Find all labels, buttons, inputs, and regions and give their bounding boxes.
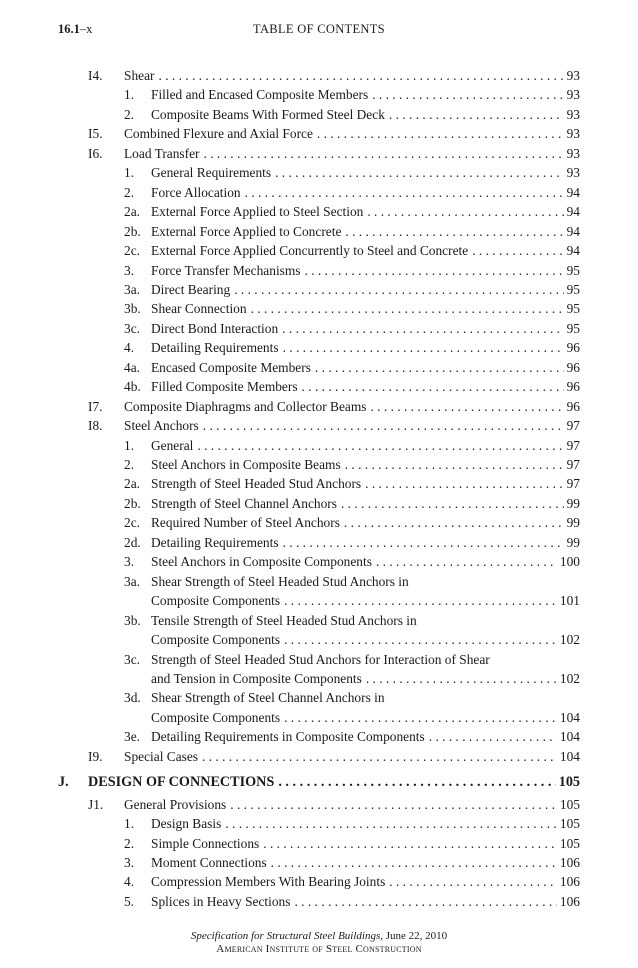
toc-entry-number: I7. <box>88 398 103 414</box>
toc-entry[interactable] <box>0 688 638 707</box>
toc-entry-number: 3. <box>124 855 135 870</box>
toc-entry-page: 94 <box>566 184 580 200</box>
toc-entry[interactable] <box>0 358 638 377</box>
toc-entry-number: 3b. <box>124 301 141 317</box>
toc-entry-label: DESIGN OF CONNECTIONS <box>88 774 275 791</box>
toc-entry-page: 101 <box>559 593 580 609</box>
toc-entry[interactable] <box>0 436 638 455</box>
toc-entry-page: 99 <box>566 515 580 531</box>
toc-entry-page: 93 <box>566 106 580 122</box>
toc-entry-number: 3. <box>124 554 135 570</box>
toc-entry-page: 95 <box>566 320 580 336</box>
toc-entry-label: and Tension in Composite Components <box>151 670 362 686</box>
dot-leader <box>234 280 563 299</box>
toc-entry-label: Steel Anchors <box>124 418 199 434</box>
dot-leader <box>263 834 557 853</box>
toc-entry-page: 105 <box>559 835 580 851</box>
dot-leader <box>429 727 557 746</box>
toc-entry[interactable] <box>0 533 638 552</box>
toc-entry-number: I8. <box>88 418 103 434</box>
dot-leader <box>370 397 563 416</box>
toc-entry[interactable] <box>0 397 638 416</box>
toc-entry-label: Tensile Strength of Steel Headed Stud Anchors in <box>151 612 417 628</box>
toc-entry[interactable] <box>0 222 638 241</box>
toc-entry-label: Filled and Encased Composite Members <box>151 87 369 103</box>
toc-entry[interactable] <box>0 650 638 669</box>
toc-entry[interactable] <box>0 105 638 124</box>
toc-entry-label: General Requirements <box>151 165 272 181</box>
toc-entry[interactable] <box>0 377 638 396</box>
toc-entry-label: Design Basis <box>151 816 222 832</box>
toc-entry-label: Force Transfer Mechanisms <box>151 262 301 278</box>
toc-entry-page: 96 <box>566 398 580 414</box>
dot-leader <box>283 533 564 552</box>
toc-entry-number: 3e. <box>124 729 140 745</box>
header-title: TABLE OF CONTENTS <box>253 22 385 36</box>
toc-entry-label: Strength of Steel Headed Stud Anchors <box>151 476 362 492</box>
dot-leader <box>278 773 555 792</box>
toc-entry-number: 2c. <box>124 515 140 531</box>
dot-leader <box>367 202 563 221</box>
dot-leader <box>345 222 563 241</box>
dot-leader <box>245 183 564 202</box>
running-header <box>0 22 638 42</box>
toc-entry-label: Strength of Steel Channel Anchors <box>151 495 337 511</box>
dot-leader <box>389 105 564 124</box>
toc-entry[interactable] <box>0 455 638 474</box>
dot-leader <box>204 144 564 163</box>
toc-entry[interactable] <box>0 416 638 435</box>
toc-entry[interactable] <box>0 163 638 182</box>
page-number: 16.1–x <box>58 22 93 36</box>
toc-entry[interactable] <box>0 773 638 792</box>
toc-entry-label: Filled Composite Members <box>151 379 298 395</box>
toc-entry[interactable] <box>0 66 638 85</box>
toc-entry-number: 3d. <box>124 690 141 706</box>
dot-leader <box>372 85 563 104</box>
toc-entry-number: 1. <box>124 165 135 181</box>
dot-leader <box>230 795 557 814</box>
footer-date: June 22, 2010 <box>383 930 448 942</box>
toc-entry-number: 2. <box>124 835 135 851</box>
toc-entry[interactable] <box>0 261 638 280</box>
toc-entry-label: General <box>151 437 194 453</box>
toc-entry-label: Encased Composite Members <box>151 359 311 375</box>
toc-entry[interactable] <box>0 124 638 143</box>
toc-entry-label: Combined Flexure and Axial Force <box>124 126 313 142</box>
toc-entry[interactable] <box>0 202 638 221</box>
toc-entry[interactable] <box>0 834 638 853</box>
toc-entry-page: 94 <box>566 204 580 220</box>
dot-leader <box>275 163 564 182</box>
toc-entry-number: 4a. <box>124 359 140 375</box>
dot-leader <box>294 892 556 911</box>
toc-entry-label: Shear Connection <box>151 301 247 317</box>
dot-leader <box>376 552 557 571</box>
dot-leader <box>305 261 564 280</box>
toc-entry-label: Composite Components <box>151 593 281 609</box>
toc-entry[interactable] <box>0 708 638 727</box>
toc-entry-page: 93 <box>566 87 580 103</box>
toc-entry-label: Detailing Requirements <box>151 534 279 550</box>
toc-entry-number: 2. <box>124 106 135 122</box>
dot-leader <box>389 872 557 891</box>
toc-entry-number: I6. <box>88 145 103 161</box>
toc-entry-page: 93 <box>566 68 580 83</box>
toc-entry-number: I9. <box>88 748 103 764</box>
dot-leader <box>203 416 564 435</box>
toc-entry-page: 99 <box>566 495 580 511</box>
toc-entry-number: 2c. <box>124 243 140 259</box>
toc-entry-page: 102 <box>559 670 580 686</box>
toc-entry[interactable] <box>0 474 638 493</box>
toc-entry-number: 3a. <box>124 573 140 589</box>
toc-entry-page: 106 <box>559 874 580 890</box>
toc-entry-page: 106 <box>559 893 580 909</box>
toc-entry-label: Load Transfer <box>124 145 200 161</box>
toc-entry-number: 2a. <box>124 204 140 220</box>
toc-entry-label: Steel Anchors in Composite Components <box>151 554 372 570</box>
footer-publisher: American Institute of Steel Construction <box>216 943 422 955</box>
toc-entry-page: 96 <box>566 379 580 395</box>
toc-entry-label: Splices in Heavy Sections <box>151 893 291 909</box>
toc-entry-label: Required Number of Steel Anchors <box>151 515 340 531</box>
toc-entry-label: Composite Beams With Formed Steel Deck <box>151 106 385 122</box>
toc-entry[interactable] <box>0 552 638 571</box>
toc-entry-page: 95 <box>566 262 580 278</box>
toc-entry-page: 96 <box>566 340 580 356</box>
toc-entry-label: Steel Anchors in Composite Beams <box>151 457 341 472</box>
toc-entry[interactable] <box>0 183 638 202</box>
toc-entry-page: 104 <box>559 729 580 745</box>
toc-entry-number: 3c. <box>124 320 140 336</box>
toc-entry[interactable] <box>0 319 638 338</box>
toc-entry-label: External Force Applied Concurrently to Steel and Concrete <box>151 243 469 259</box>
toc-entry-number: I5. <box>88 126 103 142</box>
dot-leader <box>284 630 557 649</box>
toc-entry-number: 3a. <box>124 281 140 297</box>
toc-entry-page: 104 <box>559 709 580 725</box>
toc-entry-label: Force Allocation <box>151 184 241 200</box>
dot-leader <box>365 474 563 493</box>
toc-entry-label: Shear Strength of Steel Channel Anchors in <box>151 690 385 706</box>
toc-entry[interactable] <box>0 572 638 591</box>
dot-leader <box>345 455 564 474</box>
toc-entry-number: 2d. <box>124 534 141 550</box>
toc-entry[interactable] <box>0 338 638 357</box>
toc-entry-page: 95 <box>566 301 580 317</box>
toc-entry-number: 1. <box>124 87 135 103</box>
toc-entry-label: Moment Connections <box>151 855 267 870</box>
toc-entry-label: Compression Members With Bearing Joints <box>151 874 386 890</box>
toc-entry-page: 104 <box>559 748 580 764</box>
toc-entry-label: Composite Diaphragms and Collector Beams <box>124 398 367 414</box>
toc-entry-page: 105 <box>559 816 580 832</box>
dot-leader <box>251 299 564 318</box>
toc-entry[interactable] <box>0 669 638 688</box>
toc-entry-page: 106 <box>559 855 580 870</box>
toc-entry-label: Composite Components <box>151 632 281 648</box>
dot-leader <box>472 241 563 260</box>
toc-entry[interactable] <box>0 853 638 872</box>
toc-entry-number: 3. <box>124 262 135 278</box>
toc-entry[interactable] <box>0 814 638 833</box>
toc-entry-number: J1. <box>88 796 104 812</box>
toc-entry-number: 3b. <box>124 612 141 628</box>
toc-entry-label: Detailing Requirements in Composite Components <box>151 729 425 745</box>
toc-entry-number: 2b. <box>124 223 141 239</box>
toc-entry-page: 102 <box>559 632 580 648</box>
toc-entry[interactable] <box>0 513 638 532</box>
toc-entry-page: 93 <box>566 126 580 142</box>
toc-entry-page: 94 <box>566 223 580 239</box>
toc-entry-page: 97 <box>566 437 580 453</box>
toc-entry-number: J. <box>58 774 69 791</box>
toc-entry-page: 97 <box>566 457 580 472</box>
dot-leader <box>284 708 557 727</box>
dot-leader <box>283 338 564 357</box>
toc-entry-number: 2. <box>124 457 135 472</box>
dot-leader <box>159 66 564 85</box>
toc-entry[interactable] <box>0 747 638 766</box>
toc-entry[interactable] <box>0 727 638 746</box>
toc-entry-page: 95 <box>566 281 580 297</box>
dot-leader <box>317 124 564 143</box>
toc-entry[interactable] <box>0 494 638 513</box>
toc-entry-label: Direct Bond Interaction <box>151 320 279 336</box>
toc-entry-label: External Force Applied to Steel Section <box>151 204 364 220</box>
toc-entry-number: 4. <box>124 340 135 356</box>
toc-entry[interactable] <box>0 795 638 814</box>
toc-entry-label: Shear <box>124 68 155 83</box>
toc-entry-page: 96 <box>566 359 580 375</box>
footer-publication-title: Specification for Structural Steel Buildings, <box>190 930 383 942</box>
toc-entry[interactable] <box>0 280 638 299</box>
dot-leader <box>344 513 564 532</box>
page-footer <box>0 930 638 956</box>
toc-entry[interactable] <box>0 630 638 649</box>
toc-entry-number: 1. <box>124 437 135 453</box>
toc-entry[interactable] <box>0 872 638 891</box>
toc-entry-label: Special Cases <box>124 748 199 764</box>
dot-leader <box>302 377 564 396</box>
toc-entry-label: Simple Connections <box>151 835 260 851</box>
toc-entry-page: 97 <box>566 476 580 492</box>
toc-entry-label: General Provisions <box>124 796 227 812</box>
toc-entry[interactable] <box>0 611 638 630</box>
toc-entry-label: Strength of Steel Headed Stud Anchors for Interaction of Shear <box>151 651 490 667</box>
toc-entry-page: 100 <box>559 554 580 570</box>
dot-leader <box>366 669 557 688</box>
toc-entry-page: 99 <box>566 534 580 550</box>
dot-leader <box>341 494 564 513</box>
dot-leader <box>202 747 557 766</box>
toc-entry-label: Detailing Requirements <box>151 340 279 356</box>
dot-leader <box>271 853 557 872</box>
toc-entry-number: 2. <box>124 184 135 200</box>
dot-leader <box>225 814 557 833</box>
toc-entry-number: 4b. <box>124 379 141 395</box>
toc-entry[interactable] <box>0 892 638 911</box>
toc-entry[interactable] <box>0 591 638 610</box>
toc-entry-number: 5. <box>124 893 135 909</box>
toc-entry-number: 2a. <box>124 476 140 492</box>
toc-entry[interactable] <box>0 85 638 104</box>
dot-leader <box>197 436 563 455</box>
toc-entry-number: I4. <box>88 68 103 83</box>
toc-entry-number: 1. <box>124 816 135 832</box>
toc-entry-label: Direct Bearing <box>151 281 231 297</box>
toc-entry-page: 93 <box>566 165 580 181</box>
toc-entry-label: Shear Strength of Steel Headed Stud Anchors in <box>151 573 409 589</box>
toc-entry-page: 94 <box>566 243 580 259</box>
toc-entry-number: 4. <box>124 874 135 890</box>
dot-leader <box>284 591 557 610</box>
toc-entry[interactable] <box>0 144 638 163</box>
dot-leader <box>315 358 564 377</box>
toc-entry-number: 2b. <box>124 495 141 511</box>
toc-entry-number: 3c. <box>124 651 140 667</box>
toc-entry-label: External Force Applied to Concrete <box>151 223 342 239</box>
toc-entry[interactable] <box>0 241 638 260</box>
toc-entry-page: 105 <box>559 796 580 812</box>
toc-entry[interactable] <box>0 299 638 318</box>
toc-entry-page: 93 <box>566 145 580 161</box>
toc-entry-label: Composite Components <box>151 709 281 725</box>
toc-entry-page: 105 <box>558 774 580 791</box>
toc-entry-page: 97 <box>566 418 580 434</box>
dot-leader <box>282 319 563 338</box>
